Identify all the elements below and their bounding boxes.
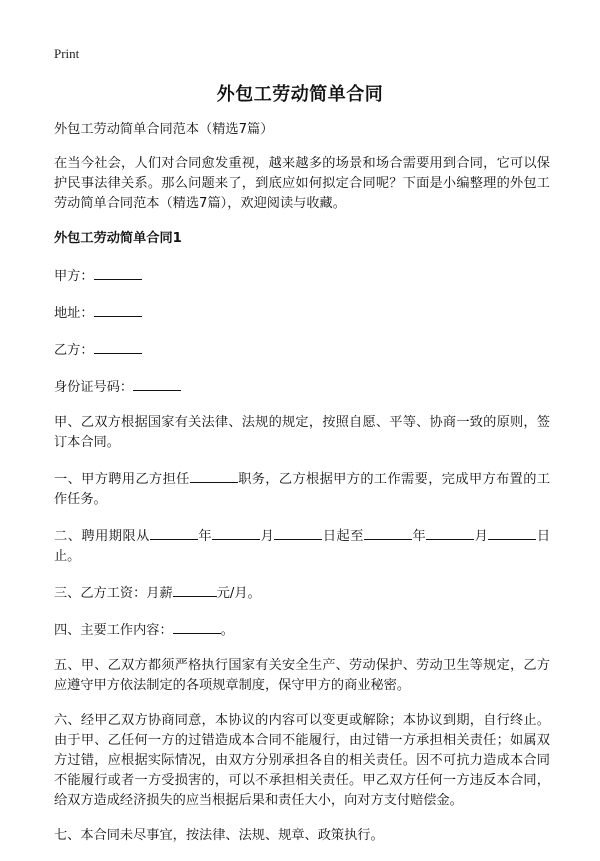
document-body	[54, 120, 550, 861]
party-b-field	[54, 339, 550, 361]
salary-blank	[173, 582, 217, 597]
clause-5: 五、甲、乙双方都须严格执行国家有关安全生产、劳动保护、劳动卫生等规定，乙方应遵守甲方依法制定的各项规章制度，保守甲方的商业秘密。	[54, 658, 550, 693]
clause-3	[54, 582, 550, 604]
section-heading: 外包工劳动简单合同1	[54, 231, 182, 246]
unit-day-from: 日起至	[322, 529, 364, 544]
clause-1	[54, 468, 550, 510]
unit-year: 年	[411, 529, 427, 544]
position-blank	[190, 468, 238, 483]
start-day-blank	[274, 525, 322, 540]
end-day-blank	[488, 525, 536, 540]
id-number-field	[54, 376, 550, 398]
address-blank	[94, 302, 142, 317]
clause-6: 六、经甲乙双方协商同意，本协议的内容可以变更或解除；本协议到期，自行终止。由于甲、乙任何一方的过错造成本合同不能履行，由过错一方承担相关责任；如属双方过错，应根据实际情况，由双方分别承担各自的相关责任。因不可抗力造成本合同不能履行或者一方受损害的，可以不承担相关责任。甲乙双方任何一方违反本合同，给双方造成经济损失的应当根据后果和责任大小，向对方支付赔偿金。	[54, 713, 550, 808]
address-field	[54, 302, 550, 324]
id-number-blank	[133, 376, 181, 391]
party-b-blank	[94, 339, 142, 354]
preamble-paragraph: 甲、乙双方根据国家有关法律、法规的规定，按照自愿、平等、协商一致的原则，签订本合同。	[54, 415, 550, 450]
party-a-blank	[94, 265, 142, 280]
party-b-label: 乙方：	[54, 343, 94, 358]
clause-1-text-a: 一、甲方聘用乙方担任	[54, 472, 190, 487]
unit-month: 月	[474, 529, 489, 544]
intro-paragraph: 在当今社会，人们对合同愈发重视，越来越多的场景和场合需要用到合同，它可以保护民事法律关系。那么问题来了，到底应如何拟定合同呢？下面是小编整理的外包工劳动简单合同范本（精选7篇），欢迎阅读与收藏。	[54, 156, 550, 211]
clause-4-text-a: 四、主要工作内容：	[54, 623, 173, 638]
clause-7: 七、本合同未尽事宜，按法律、法规、规章、政策执行。	[54, 828, 384, 843]
address-label: 地址：	[54, 306, 94, 321]
clause-1-text-b: 职务，乙方根据甲方的工作需要，完成甲方布置的工作任务。	[54, 472, 551, 507]
start-month-blank	[212, 525, 260, 540]
job-content-blank	[173, 619, 221, 634]
unit-month: 月	[260, 529, 275, 544]
end-month-blank	[426, 525, 474, 540]
id-number-label: 身份证号码：	[54, 380, 134, 395]
clause-2-end: 日止。	[54, 529, 551, 564]
end-year-blank	[364, 525, 412, 540]
clause-3-text-b: 元/月。	[216, 586, 261, 601]
document-title: 外包工劳动简单合同	[216, 84, 384, 105]
unit-year: 年	[197, 529, 213, 544]
document-subtitle: 外包工劳动简单合同范本（精选7篇）	[54, 122, 274, 137]
clause-3-text-a: 三、乙方工资：月薪	[54, 586, 173, 601]
clause-4-text-b: 。	[220, 623, 234, 638]
start-year-blank	[150, 525, 198, 540]
print-link[interactable]: Print	[54, 46, 80, 61]
party-a-label: 甲方：	[54, 269, 94, 284]
party-a-field	[54, 265, 550, 287]
clause-2	[54, 525, 550, 567]
clause-2-text: 二、聘用期限从	[54, 529, 150, 544]
clause-4	[54, 619, 550, 641]
